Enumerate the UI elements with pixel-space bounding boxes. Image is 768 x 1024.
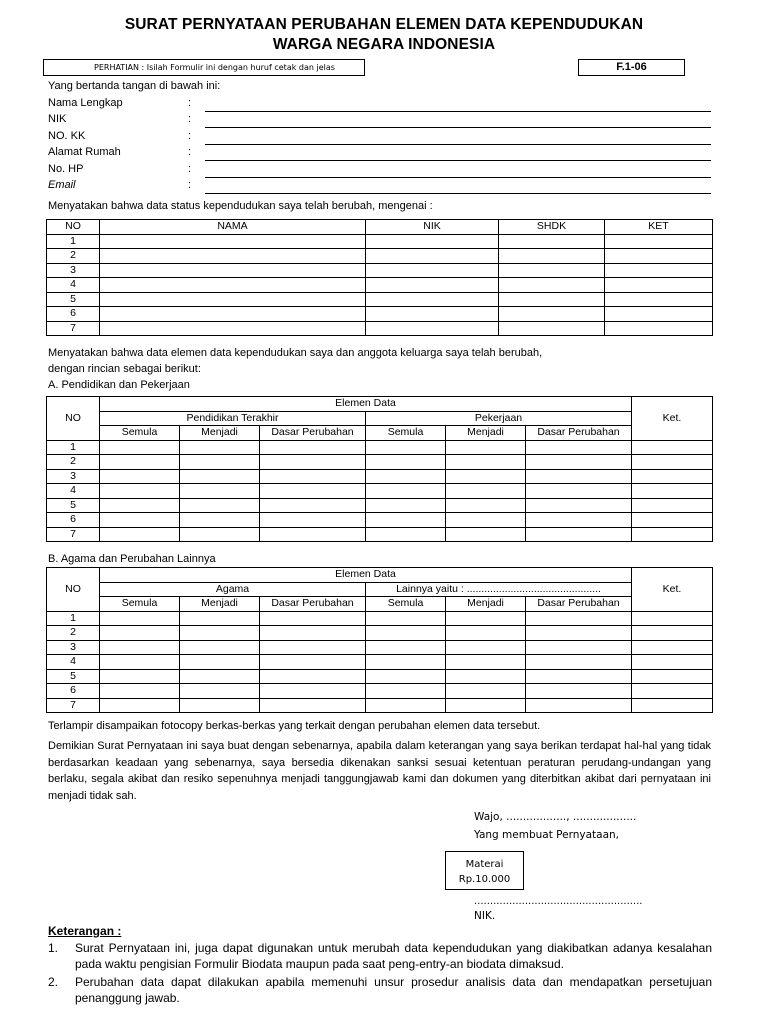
table-cell[interactable] — [100, 469, 180, 484]
row-number: 2 — [47, 455, 100, 470]
field-input-phone[interactable] — [205, 177, 711, 178]
education-job-table — [46, 396, 713, 542]
table-cell[interactable] — [632, 513, 713, 528]
col-header-no: NO — [47, 568, 100, 612]
table-cell[interactable] — [526, 513, 632, 528]
table-cell[interactable] — [100, 484, 180, 499]
table-row — [47, 640, 713, 655]
table-cell[interactable] — [180, 455, 260, 470]
row-number: 5 — [47, 292, 100, 307]
table-cell[interactable] — [526, 684, 632, 699]
table-cell[interactable] — [446, 640, 526, 655]
table-cell[interactable] — [632, 626, 713, 641]
notice-box — [43, 59, 365, 76]
note-text: Perubahan data dapat dilakukan apabila memenuhi unsur prosedur analisis data dan mendapatkan persetujuan penanggung jawab. — [75, 975, 712, 1005]
col-header-menjadi: Menjadi — [180, 597, 260, 612]
table-cell[interactable] — [260, 698, 366, 713]
col-header-dasar: Dasar Perubahan — [260, 597, 366, 612]
table-cell[interactable] — [366, 640, 446, 655]
table-row — [47, 684, 713, 699]
table-cell[interactable] — [180, 626, 260, 641]
statement-1: Menyatakan bahwa data status kependudukan saya telah berubah, mengenai : — [48, 200, 433, 212]
table-cell[interactable] — [499, 263, 605, 278]
table-row — [47, 527, 713, 542]
table-cell[interactable] — [180, 655, 260, 670]
col-header-nama: NAMA — [100, 220, 366, 235]
table-cell[interactable] — [180, 484, 260, 499]
table-cell[interactable] — [526, 655, 632, 670]
table-cell[interactable] — [180, 611, 260, 626]
table-row — [47, 513, 713, 528]
table-cell[interactable] — [100, 292, 366, 307]
table-row — [47, 278, 713, 293]
note-item-2 — [48, 974, 712, 1006]
table-cell[interactable] — [526, 469, 632, 484]
col-header-no: NO — [47, 397, 100, 441]
col-header-dasar: Dasar Perubahan — [526, 597, 632, 612]
table-cell[interactable] — [366, 684, 446, 699]
table-row — [47, 626, 713, 641]
table-cell[interactable] — [100, 655, 180, 670]
field-input-email[interactable] — [205, 193, 711, 194]
table-cell[interactable] — [632, 611, 713, 626]
table-row — [47, 455, 713, 470]
signature-nik: NIK. — [474, 910, 496, 922]
section-b-title: B. Agama dan Perubahan Lainnya — [48, 553, 216, 565]
table-cell[interactable] — [260, 455, 366, 470]
religion-other-table — [46, 567, 713, 713]
field-sep: : — [188, 113, 192, 125]
signature-dots: ..................................................... — [474, 896, 643, 907]
col-header-nik: NIK — [366, 220, 499, 235]
table-cell[interactable] — [526, 527, 632, 542]
table-row — [47, 698, 713, 713]
col-header-menjadi: Menjadi — [446, 426, 526, 441]
col-header-menjadi: Menjadi — [180, 426, 260, 441]
table-cell[interactable] — [366, 278, 499, 293]
table-cell[interactable] — [100, 669, 180, 684]
note-item-1 — [48, 940, 712, 972]
table-cell[interactable] — [605, 249, 713, 264]
table-cell[interactable] — [446, 655, 526, 670]
col-header-elemen: Elemen Data — [100, 397, 632, 412]
table-cell[interactable] — [526, 498, 632, 513]
col-header-pendidikan: Pendidikan Terakhir — [100, 411, 366, 426]
col-header-semula: Semula — [100, 597, 180, 612]
table-cell[interactable] — [180, 669, 260, 684]
table-cell[interactable] — [100, 234, 366, 249]
table-cell[interactable] — [499, 234, 605, 249]
table-cell[interactable] — [366, 527, 446, 542]
form-code: F.1-06 — [578, 59, 685, 76]
statement-2-line-2: dengan rincian sebagai berikut: — [48, 363, 201, 375]
row-number: 3 — [47, 469, 100, 484]
table-row — [47, 307, 713, 322]
table-cell[interactable] — [180, 513, 260, 528]
col-header-menjadi: Menjadi — [446, 597, 526, 612]
row-number: 6 — [47, 513, 100, 528]
field-input-address[interactable] — [205, 160, 711, 161]
table-cell[interactable] — [100, 498, 180, 513]
table-cell[interactable] — [632, 655, 713, 670]
field-label-address: Alamat Rumah — [48, 146, 121, 158]
table-cell[interactable] — [180, 684, 260, 699]
table-cell[interactable] — [446, 527, 526, 542]
table-cell[interactable] — [632, 455, 713, 470]
field-label-name: Nama Lengkap — [48, 97, 123, 109]
table-cell[interactable] — [180, 440, 260, 455]
table-cell[interactable] — [632, 698, 713, 713]
field-label-kk: NO. KK — [48, 130, 86, 142]
table-cell[interactable] — [100, 513, 180, 528]
table-cell[interactable] — [446, 513, 526, 528]
row-number: 2 — [47, 249, 100, 264]
table-cell[interactable] — [366, 440, 446, 455]
table-cell[interactable] — [605, 307, 713, 322]
table-cell[interactable] — [366, 321, 499, 336]
field-label-email: Email — [48, 179, 76, 191]
col-header-dasar: Dasar Perubahan — [260, 426, 366, 441]
table-cell[interactable] — [366, 455, 446, 470]
table-cell[interactable] — [260, 440, 366, 455]
table-cell[interactable] — [366, 626, 446, 641]
table-cell[interactable] — [499, 307, 605, 322]
col-header-ket: KET — [605, 220, 713, 235]
row-number: 4 — [47, 484, 100, 499]
note-number: 2. — [48, 975, 59, 989]
notes-list — [48, 940, 712, 1006]
field-sep: : — [188, 163, 192, 175]
table-cell[interactable] — [526, 640, 632, 655]
stamp-line-2: Rp.10.000 — [458, 874, 511, 885]
table-cell[interactable] — [180, 498, 260, 513]
table-cell[interactable] — [260, 513, 366, 528]
row-number: 1 — [47, 440, 100, 455]
table-cell[interactable] — [100, 249, 366, 264]
declaration-text: Demikian Surat Pernyataan ini saya buat dengan sebenarnya, apabila dalam keterangan yang saya berikan terdapat hal-hal yang tidak berdasarkan keadaan yang sebenarnya, saya bersedia dikenakan sanksi sesuai ketentuan peraturan perudang-undangan yang berlaku, segala akibat dan resiko sepenuhnya menjadi tanggungjawab kami dan dokumen yang diterbitkan akibat dari pernyataan ini menjadi tidak sah. — [48, 740, 711, 802]
table-cell[interactable] — [446, 626, 526, 641]
title-line-1: SURAT PERNYATAAN PERUBAHAN ELEMEN DATA KEPENDUDUKAN — [124, 16, 644, 33]
col-header-ket: Ket. — [632, 568, 713, 612]
table-cell[interactable] — [526, 484, 632, 499]
statement-2-line-1: Menyatakan bahwa data elemen data kependudukan saya dan anggota keluarga saya telah berubah, — [48, 347, 543, 359]
col-header-agama: Agama — [100, 582, 366, 597]
table-cell[interactable] — [605, 292, 713, 307]
table-cell[interactable] — [366, 484, 446, 499]
table-cell[interactable] — [100, 611, 180, 626]
table-cell[interactable] — [526, 455, 632, 470]
table-cell[interactable] — [100, 626, 180, 641]
table-cell[interactable] — [499, 292, 605, 307]
notice-text: PERHATIAN : Isilah Formulir ini dengan huruf cetak dan jelas — [94, 63, 335, 72]
table-cell[interactable] — [446, 611, 526, 626]
table-cell[interactable] — [100, 698, 180, 713]
table-row — [47, 292, 713, 307]
table-cell[interactable] — [526, 669, 632, 684]
col-header-dasar: Dasar Perubahan — [526, 426, 632, 441]
table-cell[interactable] — [605, 263, 713, 278]
table-cell[interactable] — [526, 626, 632, 641]
field-sep: : — [188, 146, 192, 158]
table-cell[interactable] — [260, 469, 366, 484]
table-row — [47, 234, 713, 249]
table-cell[interactable] — [605, 278, 713, 293]
note-number: 1. — [48, 941, 59, 955]
table-cell[interactable] — [446, 698, 526, 713]
table-cell[interactable] — [526, 611, 632, 626]
table-cell[interactable] — [446, 469, 526, 484]
table-cell[interactable] — [180, 640, 260, 655]
table-cell[interactable] — [100, 640, 180, 655]
row-number: 3 — [47, 640, 100, 655]
field-sep: : — [188, 130, 192, 142]
table-row — [47, 611, 713, 626]
table-row — [47, 440, 713, 455]
field-label-nik: NIK — [48, 113, 67, 125]
row-number: 5 — [47, 498, 100, 513]
table-cell[interactable] — [100, 527, 180, 542]
field-input-kk[interactable] — [205, 144, 711, 145]
table-cell[interactable] — [632, 669, 713, 684]
col-header-no: NO — [47, 220, 100, 235]
table-cell[interactable] — [366, 263, 499, 278]
table-row — [47, 498, 713, 513]
row-number: 4 — [47, 655, 100, 670]
table-cell[interactable] — [366, 469, 446, 484]
table-cell[interactable] — [100, 263, 366, 278]
table-cell[interactable] — [366, 698, 446, 713]
table-cell[interactable] — [366, 234, 499, 249]
section-a-title: A. Pendidikan dan Pekerjaan — [48, 379, 190, 391]
col-header-semula: Semula — [366, 426, 446, 441]
table-cell[interactable] — [446, 440, 526, 455]
table-cell[interactable] — [446, 669, 526, 684]
table-cell[interactable] — [446, 498, 526, 513]
stamp-line-1: Materai — [465, 859, 504, 870]
field-input-name[interactable] — [205, 111, 711, 112]
table-cell[interactable] — [260, 684, 366, 699]
col-header-pekerjaan: Pekerjaan — [366, 411, 632, 426]
table-cell[interactable] — [100, 321, 366, 336]
table-row — [47, 669, 713, 684]
table-cell[interactable] — [499, 321, 605, 336]
row-number: 7 — [47, 527, 100, 542]
table-cell[interactable] — [632, 498, 713, 513]
note-text: Surat Pernyataan ini, juga dapat digunakan untuk merubah data kependudukan yang diakibatkan adanya kesalahan pada waktu pengisian Formulir Biodata maupun pada saat peng-entry-an biodata dimaksud. — [75, 941, 712, 971]
table-cell[interactable] — [100, 684, 180, 699]
table-cell[interactable] — [260, 611, 366, 626]
table-cell[interactable] — [180, 698, 260, 713]
col-header-semula: Semula — [100, 426, 180, 441]
table-cell[interactable] — [260, 640, 366, 655]
row-number: 6 — [47, 684, 100, 699]
table-cell[interactable] — [366, 669, 446, 684]
table-cell[interactable] — [632, 484, 713, 499]
col-header-lainnya: Lainnya yaitu : .............................................. — [366, 582, 632, 597]
table-cell[interactable] — [366, 513, 446, 528]
col-header-elemen: Elemen Data — [100, 568, 632, 583]
table-cell[interactable] — [499, 278, 605, 293]
table-cell[interactable] — [526, 440, 632, 455]
row-number: 1 — [47, 611, 100, 626]
table-cell[interactable] — [632, 469, 713, 484]
table-cell[interactable] — [100, 278, 366, 293]
field-sep: : — [188, 179, 192, 191]
table-cell[interactable] — [632, 684, 713, 699]
row-number: 5 — [47, 669, 100, 684]
title-line-2: WARGA NEGARA INDONESIA — [272, 36, 496, 53]
table-cell[interactable] — [100, 307, 366, 322]
notes-title: Keterangan : — [48, 924, 122, 938]
status-table — [46, 219, 713, 336]
table-cell[interactable] — [366, 655, 446, 670]
table-header-row — [47, 220, 713, 235]
row-number: 7 — [47, 321, 100, 336]
table-cell[interactable] — [366, 249, 499, 264]
table-cell[interactable] — [499, 249, 605, 264]
table-cell[interactable] — [260, 484, 366, 499]
table-cell[interactable] — [260, 527, 366, 542]
table-cell[interactable] — [366, 611, 446, 626]
table-cell[interactable] — [632, 640, 713, 655]
field-sep: : — [188, 97, 192, 109]
table-cell[interactable] — [260, 626, 366, 641]
table-cell[interactable] — [260, 498, 366, 513]
attachment-text: Terlampir disampaikan fotocopy berkas-berkas yang terkait dengan perubahan elemen data tersebut. — [48, 720, 541, 732]
col-header-shdk: SHDK — [499, 220, 605, 235]
field-input-nik[interactable] — [205, 127, 711, 128]
table-row — [47, 469, 713, 484]
stamp-box — [445, 851, 524, 890]
table-cell[interactable] — [605, 234, 713, 249]
row-number: 4 — [47, 278, 100, 293]
table-cell[interactable] — [446, 684, 526, 699]
row-number: 6 — [47, 307, 100, 322]
maker-label: Yang membuat Pernyataan, — [474, 829, 620, 841]
table-cell[interactable] — [366, 498, 446, 513]
table-cell[interactable] — [100, 440, 180, 455]
table-row — [47, 655, 713, 670]
field-label-phone: No. HP — [48, 163, 84, 175]
table-cell[interactable] — [446, 455, 526, 470]
place-date: Wajo, .................., ................... — [474, 811, 637, 823]
table-row — [47, 263, 713, 278]
table-row — [47, 249, 713, 264]
row-number: 7 — [47, 698, 100, 713]
table-cell[interactable] — [446, 484, 526, 499]
table-cell[interactable] — [180, 469, 260, 484]
table-cell[interactable] — [526, 698, 632, 713]
table-cell[interactable] — [632, 527, 713, 542]
table-cell[interactable] — [260, 655, 366, 670]
col-header-ket: Ket. — [632, 397, 713, 441]
table-cell[interactable] — [100, 455, 180, 470]
row-number: 1 — [47, 234, 100, 249]
row-number: 2 — [47, 626, 100, 641]
table-row — [47, 321, 713, 336]
table-cell[interactable] — [260, 669, 366, 684]
identity-fields — [48, 97, 718, 197]
table-cell[interactable] — [632, 440, 713, 455]
col-header-semula: Semula — [366, 597, 446, 612]
row-number: 3 — [47, 263, 100, 278]
table-row — [47, 484, 713, 499]
table-cell[interactable] — [366, 292, 499, 307]
intro-text: Yang bertanda tangan di bawah ini: — [48, 80, 221, 92]
table-cell[interactable] — [180, 527, 260, 542]
table-cell[interactable] — [366, 307, 499, 322]
table-cell[interactable] — [605, 321, 713, 336]
